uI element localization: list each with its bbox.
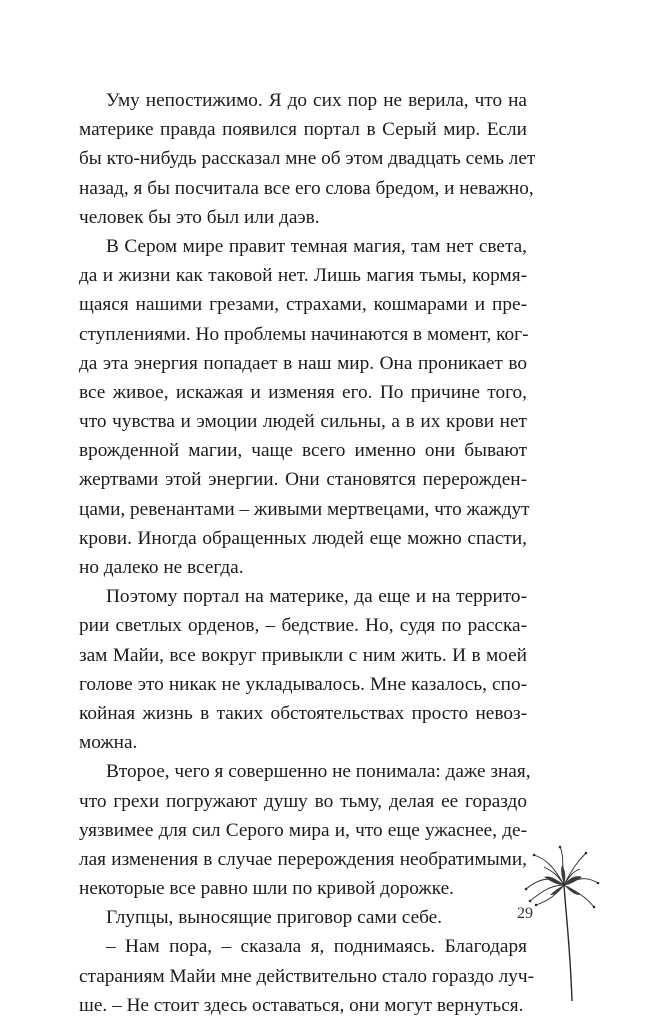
text-line: уязвимее для сил Серого мира и, что еще ужаснее, де- xyxy=(79,819,527,841)
text-line: врожденной магии, чаще всего именно они бывают xyxy=(79,440,527,462)
text-line: Уму непостижимо. Я до сих пор не верила, что на xyxy=(106,90,527,111)
body-text xyxy=(79,86,536,1020)
text-line: Второе, чего я совершенно не понимала: даже зная, xyxy=(106,761,531,783)
text-line: крови. Иногда обращенных людей еще можно спасти, xyxy=(79,527,527,549)
page-number: 29 xyxy=(517,905,533,922)
text-line: человек бы это был или даэв. xyxy=(79,206,320,228)
text-line: стараниям Майи мне действительно стало гораздо луч- xyxy=(79,965,535,987)
text-line: ступлениями. Но проблемы начинаются в момент, ког- xyxy=(79,323,529,345)
text-line: что чувства и эмоции людей сильны, а в их крови нет xyxy=(79,411,527,433)
text-line: все живое, искажая и изменяя его. По причине того, xyxy=(79,381,527,403)
text-line: жертвами этой энергии. Они становятся перерожден- xyxy=(79,469,527,491)
text-line: ше. – Не стоит здесь оставаться, они могут вернуться. xyxy=(79,994,524,1016)
text-line: койная жизнь в таких обстоятельствах просто невоз- xyxy=(79,702,527,724)
text-line: лая изменения в случае перерождения необратимыми, xyxy=(79,848,527,870)
text-line: рии светлых орденов, – бедствие. Но, судя по расска- xyxy=(79,615,527,637)
text-line: бы кто-нибудь рассказал мне об этом двадцать семь лет xyxy=(79,148,536,170)
text-line: что грехи погружают душу во тьму, делая ее гораздо xyxy=(79,790,527,812)
text-line: Поэтому портал на материке, да еще и на террито- xyxy=(106,586,527,608)
text-line: но далеко не всегда. xyxy=(79,557,244,578)
text-line: В Сером мире правит темная магия, там нет света, xyxy=(106,235,527,257)
flower-illustration xyxy=(520,845,600,1001)
text-line: зам Майи, все вокруг привыкли с ним жить. И в моей xyxy=(79,644,527,666)
text-line: цами, ревенантами – живыми мертвецами, что жаждут xyxy=(79,498,530,520)
text-line: можна. xyxy=(79,732,138,754)
text-line: да эта энергия попадает в наш мир. Она проникает во xyxy=(79,352,527,374)
text-line: материке правда появился портал в Серый мир. Если xyxy=(79,119,527,141)
text-line: да и жизни как таковой нет. Лишь магия тьмы, кормя- xyxy=(79,265,527,287)
text-line: Глупцы, выносящие приговор сами себе. xyxy=(106,907,443,929)
text-line: некоторые все равно шли по кривой дорожке. xyxy=(79,878,454,900)
text-line: щаяся нашими грезами, страхами, кошмарами и пре- xyxy=(79,294,527,316)
text-line: голове это никак не укладывалось. Мне казалось, спо- xyxy=(79,673,527,695)
text-line: назад, я бы посчитала все его слова бредом, и неважно, xyxy=(79,177,534,199)
text-line: – Нам пора, – сказала я, поднимаясь. Благодаря xyxy=(106,936,527,958)
